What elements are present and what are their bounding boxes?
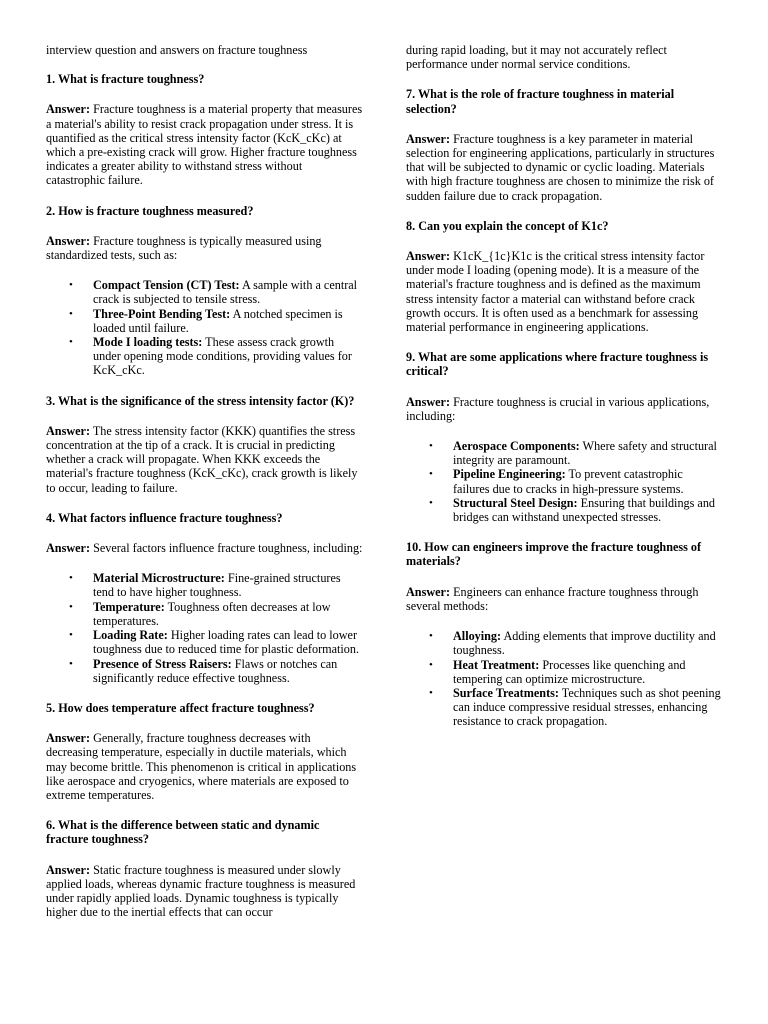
question-9: 9. What are some applications where fracture toughness is critical? [406,350,709,379]
answer-8 [406,249,722,334]
answer-10 [406,585,722,613]
bullet-icon: • [429,440,433,453]
question-6: 6. What is the difference between static and dynamic fracture toughness? [46,818,320,847]
list-item-text: Higher loading rates can lead to lower toughness due to reduced time for plastic deformation. [93,628,360,657]
list-item [69,571,364,600]
answer-label: Answer: [46,541,91,556]
list-item-text: Techniques such as shot peening can induce compressive residual stresses, enhancing resistance to crack propagation. [453,685,721,729]
bullet-icon: • [429,468,433,481]
list-item-text: A sample with a central crack is subjected to tensile stress. [93,278,358,307]
right-column [406,43,722,745]
list-item [429,495,722,525]
answer-6-text: Static fracture toughness is measured under slowly applied loads, whereas dynamic fracture toughness is measured under rapidly applied loads. Dynamic toughness is typically higher due to the inertial effects that can occur [46,862,356,920]
answer-9 [406,395,722,423]
document-title: interview question and answers on fracture toughness [46,43,308,57]
list-item-term: Pipeline Engineering: [453,467,566,482]
list-item [429,685,722,729]
answer-9-text: Fracture toughness is crucial in various applications, including: [406,394,710,423]
question-4: 4. What factors influence fracture toughness? [46,510,283,525]
list-item [429,467,722,496]
bullet-icon: • [69,657,73,670]
list-item-term: Presence of Stress Raisers: [93,656,232,671]
list-item-term: Aerospace Components: [453,439,580,454]
bullet-icon: • [429,658,433,671]
list-item-term: Heat Treatment: [453,657,540,672]
list-item-term: Temperature: [93,599,165,614]
list-item-text: Fine-grained structures tend to have higher toughness. [93,571,341,600]
list-item-term: Three-Point Bending Test: [93,306,231,321]
bullet-icon: • [69,279,73,292]
bullet-icon: • [69,307,73,320]
bullet-icon: • [69,572,73,585]
question-3: 3. What is the significance of the stress intensity factor (K)? [46,393,355,408]
list-item [429,629,722,658]
answer-5 [46,731,364,802]
answer-label: Answer: [46,102,91,117]
answer-8-text: K1cK_{1c}K1c is the critical stress intensity factor under mode I loading (opening mode). It is a measure of the material's fracture toughness and is defined as the maximum stress intensity factor a material can withstand before crack growth occurs. It is often used as a benchmark for assessing material performance in engineering applications. [406,249,705,335]
list-item-term: Mode I loading tests: [93,335,203,350]
answer-2-list [46,278,364,377]
answer-label: Answer: [406,394,451,409]
left-column [46,43,364,935]
list-item-term: Compact Tension (CT) Test: [93,278,240,293]
list-item-text: Toughness often decreases at low temperatures. [93,599,331,628]
answer-9-list [406,439,722,524]
question-2: 2. How is fracture toughness measured? [46,203,254,218]
answer-10-text: Engineers can enhance fracture toughness through several methods: [406,584,699,613]
list-item [69,278,364,307]
list-item-text: Flaws or notches can significantly reduce effective toughness. [93,656,338,685]
list-item-term: Surface Treatments: [453,685,559,700]
bullet-icon: • [69,336,73,349]
answer-7 [406,132,722,203]
answer-4-text: Several factors influence fracture toughness, including: [90,541,363,556]
answer-10-list [406,629,722,728]
list-item [69,599,364,628]
list-item [69,628,364,657]
answer-1 [46,102,364,187]
answer-5-text: Generally, fracture toughness decreases with decreasing temperature, especially in ductile materials, which may become brittle. This phenomenon is critical in applications like aerospace and cryogenics, where materials are exposed to extreme temperatures. [46,731,357,802]
answer-label: Answer: [406,131,451,146]
answer-6 [46,863,364,920]
answer-3-text: The stress intensity factor (KKK) quantifies the stress concentration at the tip of a crack. It is crucial in predicting whether a crack will propagate. When KKK exceeds the material's fracture toughness (KcK_cKc), crack growth is likely to occur, leading to failure. [46,423,358,495]
question-8: 8. Can you explain the concept of K1c? [406,218,609,233]
list-item [69,656,364,685]
answer-4 [46,541,364,555]
question-7: 7. What is the role of fracture toughness in material selection? [406,87,675,116]
list-item [429,439,722,468]
list-item-term: Alloying: [453,629,502,644]
answer-7-text: Fracture toughness is a key parameter in material selection for engineering applications, particularly in structures that will be subjected to dynamic or cyclic loading. Materials with high fracture toughness are chosen to minimize the risk of sudden failure due to crack propagation. [406,131,715,203]
question-1: 1. What is fracture toughness? [46,72,205,87]
bullet-icon: • [429,630,433,643]
answer-label: Answer: [46,862,91,877]
answer-6-continued: during rapid loading, but it may not accurately reflect performance under normal service conditions. [406,43,667,72]
bullet-icon: • [69,600,73,613]
list-item-text: Adding elements that improve ductility and toughness. [453,629,716,658]
answer-label: Answer: [406,584,451,599]
list-item [429,657,722,686]
answer-3 [46,424,364,495]
answer-2-text: Fracture toughness is typically measured using standardized tests, such as: [46,233,322,263]
list-item-term: Loading Rate: [93,628,168,643]
answer-4-list [46,571,364,685]
bullet-icon: • [429,686,433,699]
list-item-text: Ensuring that buildings and bridges can withstand unexpected stresses. [453,495,716,525]
question-10: 10. How can engineers improve the fracture toughness of materials? [406,540,702,569]
list-item-text: Processes like quenching and tempering can optimize microstructure. [453,657,686,686]
answer-1-text: Fracture toughness is a material property that measures a material's ability to resist crack propagation under stress. It is quantified as the critical stress intensity factor (KcK_cKc) at which a pre-existing crack will grow. Higher fracture toughness indicates a greater ability to withstand stress without catastrophic failure. [46,102,363,188]
answer-label: Answer: [406,249,451,264]
list-item-term: Material Microstructure: [93,571,225,586]
question-5: 5. How does temperature affect fracture toughness? [46,700,315,715]
list-item-text: To prevent catastrophic failures due to cracks in high-pressure systems. [453,467,684,496]
answer-label: Answer: [46,233,91,248]
bullet-icon: • [429,496,433,509]
list-item [69,306,364,335]
list-item-text: A notched specimen is loaded until failure. [93,306,343,335]
list-item [69,335,364,378]
answer-label: Answer: [46,731,91,746]
list-item-text: Where safety and structural integrity are paramount. [453,439,717,468]
list-item-text: These assess crack growth under opening mode conditions, providing values for KcK_cKc. [93,335,352,378]
list-item-term: Structural Steel Design: [453,495,578,510]
bullet-icon: • [69,629,73,642]
answer-2 [46,234,364,262]
answer-label: Answer: [46,423,91,438]
